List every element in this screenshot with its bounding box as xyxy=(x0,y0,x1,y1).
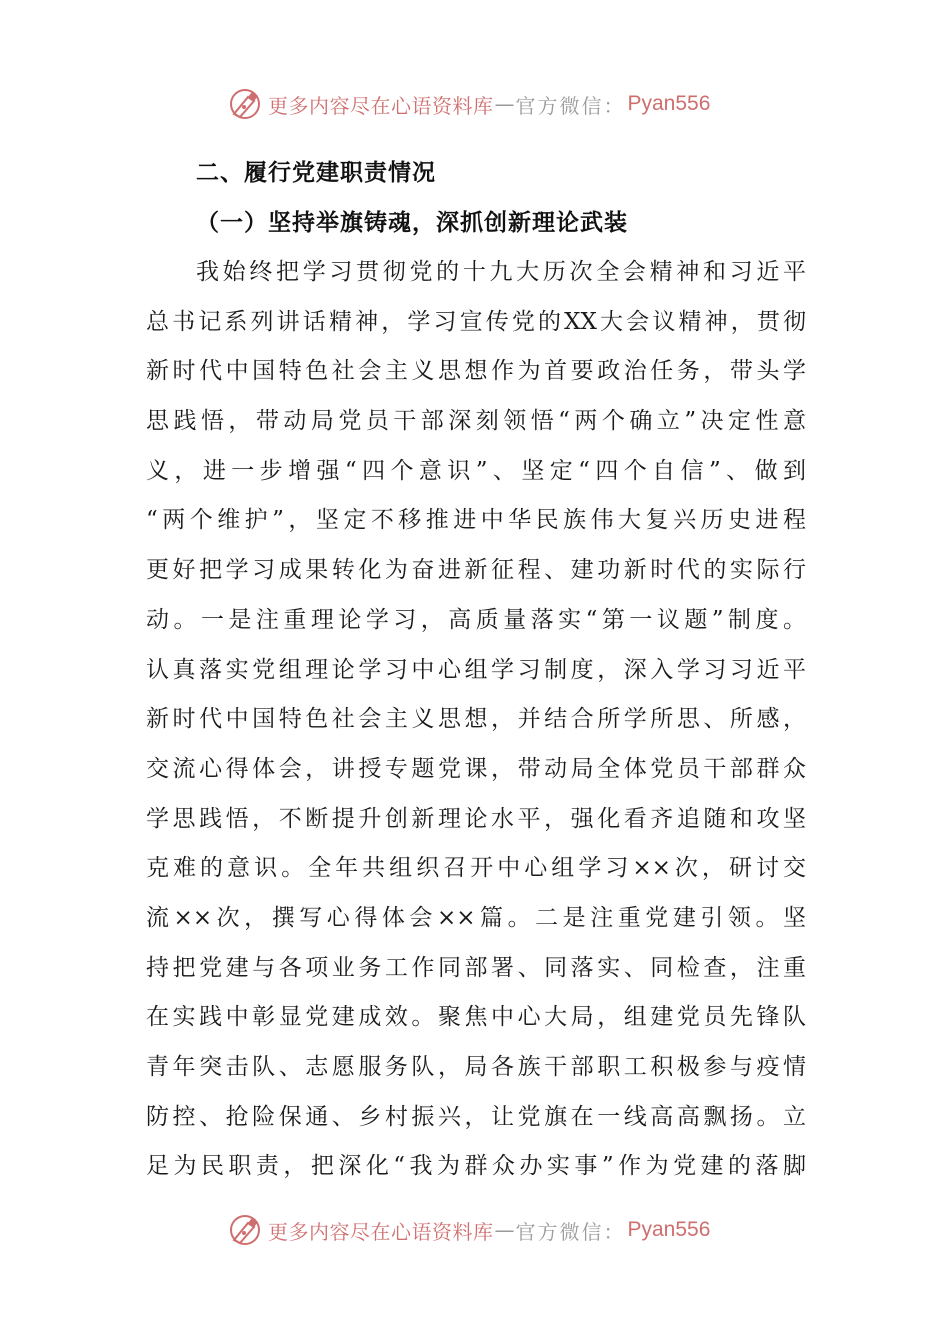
paragraph-line: 在实践中彰显党建成效。聚焦中心大局，组建党员先锋队 xyxy=(146,1004,806,1031)
paragraph-line: 克难的意识。全年共组织召开中心组学习××次，研讨交 xyxy=(146,855,806,882)
watermark-label: 官方微信： xyxy=(515,93,626,118)
footer-watermark xyxy=(228,1212,710,1248)
watermark-wechat-id: Pyan556 xyxy=(627,1218,711,1241)
watermark-site-text: 更多内容尽在心语资料库 xyxy=(268,93,494,118)
paragraph-line: 足为民职责，把深化“我为群众办实事”作为党建的落脚 xyxy=(146,1153,806,1180)
watermark-site-text: 更多内容尽在心语资料库 xyxy=(268,1219,494,1244)
paragraph-line: “两个维护”，坚定不移推进中华民族伟大复兴历史进程 xyxy=(146,507,806,534)
paragraph-line: 我始终把学习贯彻党的十九大历次全会精神和习近平 xyxy=(196,259,806,285)
pen-nib-logo-icon xyxy=(228,1213,262,1247)
pen-nib-logo-icon xyxy=(228,87,262,121)
body-paragraph xyxy=(146,248,806,1192)
paragraph-line: 流××次，撰写心得体会××篇。二是注重党建引领。坚 xyxy=(146,904,806,931)
paragraph-line: 更好把学习成果转化为奋进新征程、建功新时代的实际行 xyxy=(146,557,806,584)
header-watermark xyxy=(228,86,710,122)
paragraph-line: 持把党建与各项业务工作同部署、同落实、同检查，注重 xyxy=(146,954,806,981)
paragraph-line: 学思践悟，不断提升创新理论水平，强化看齐追随和攻坚 xyxy=(146,805,806,832)
paragraph-line: 防控、抢险保通、乡村振兴，让党旗在一线高高飘扬。立 xyxy=(146,1103,806,1130)
watermark-label: 官方微信： xyxy=(515,1219,626,1244)
paragraph-line: 总书记系列讲话精神，学习宣传党的XX大会议精神，贯彻 xyxy=(146,308,806,335)
paragraph-line: 思践悟，带动局党员干部深刻领悟“两个确立”决定性意 xyxy=(146,408,806,435)
paragraph-line: 新时代中国特色社会主义思想作为首要政治任务，带头学 xyxy=(146,358,806,385)
paragraph-line: 交流心得体会，讲授专题党课，带动局全体党员干部群众 xyxy=(146,755,806,782)
subsection-heading: （一）坚持举旗铸魂，深抓创新理论武装 xyxy=(196,210,628,236)
watermark-dash: — xyxy=(494,1218,515,1242)
section-heading: 二、履行党建职责情况 xyxy=(196,160,436,186)
watermark-dash: — xyxy=(494,92,515,116)
paragraph-line: 新时代中国特色社会主义思想，并结合所学所思、所感， xyxy=(146,706,806,733)
paragraph-line: 义，进一步增强“四个意识”、坚定“四个自信”、做到 xyxy=(146,457,806,484)
paragraph-line: 青年突击队、志愿服务队，局各族干部职工积极参与疫情 xyxy=(146,1054,806,1080)
paragraph-line: 认真落实党组理论学习中心组学习制度，深入学习习近平 xyxy=(146,656,806,683)
paragraph-line: 动。一是注重理论学习，高质量落实“第一议题”制度。 xyxy=(146,606,806,633)
watermark-wechat-id: Pyan556 xyxy=(627,92,711,115)
